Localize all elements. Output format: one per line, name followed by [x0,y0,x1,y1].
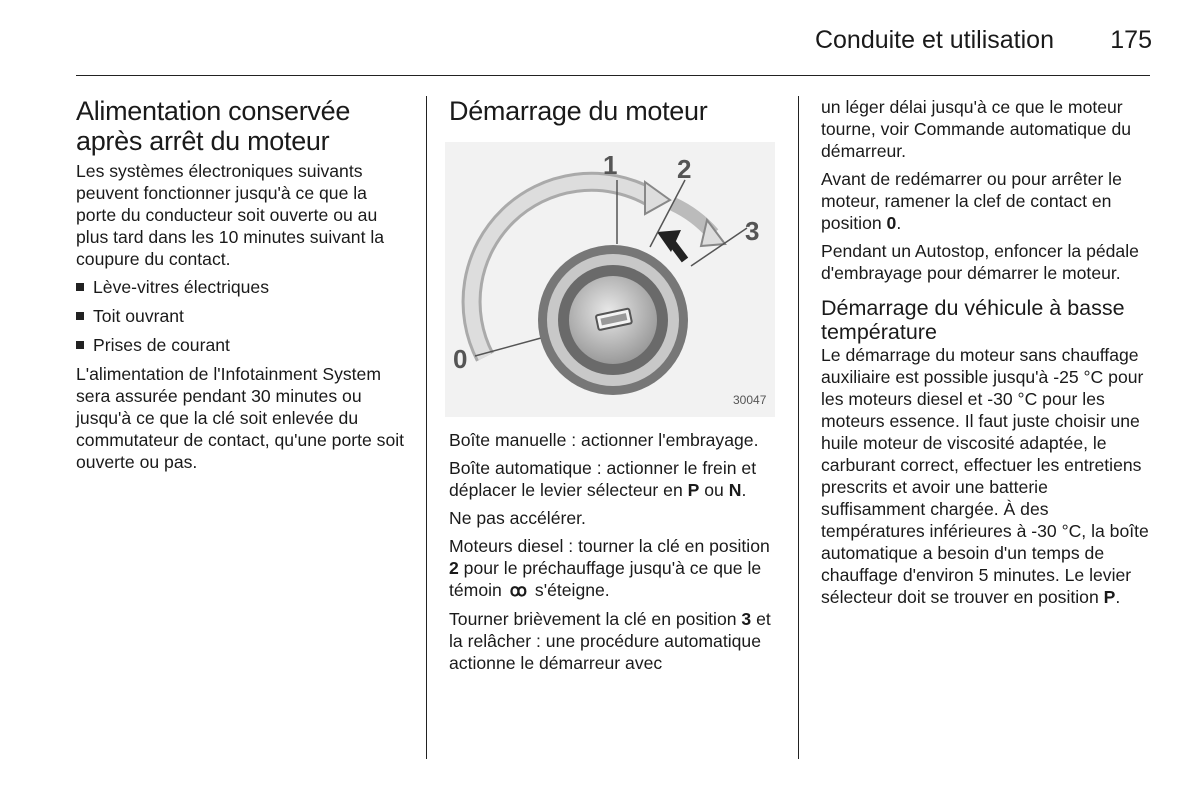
bullet-icon [76,341,84,349]
heading-power-retained: Alimentation conservée après arrêt du moteur [76,96,351,156]
bullet-list [76,276,406,356]
paragraph-restart: Avant de redémarrer ou pour arrêter le moteur, ramener la clef de contact en position 0. [821,169,1122,233]
bullet-icon [76,283,84,291]
paragraph-delay: un léger délai jusqu'à ce que le moteur tourne, voir Commande automatique du démarreur. [821,97,1132,161]
paragraph-manual-gearbox: Boîte manuelle : actionner l'embrayage. [449,430,759,450]
position-label-2: 2 [677,154,692,184]
paragraph-diesel: Moteurs diesel : tourner la clé en position 2 pour le préchauffage jusqu'à ce que le témoin ꝏ s'éteigne. [449,536,770,600]
list-item: Lève-vitres électriques [76,276,406,298]
page-number: 175 [1110,26,1152,54]
list-item: Prises de courant [76,334,406,356]
column-2 [449,96,779,680]
column-divider [798,96,799,759]
position-label-3: 3 [745,216,760,246]
section-title: Conduite et utilisation [814,26,1054,54]
figure-code: 30047 [733,393,767,407]
list-item: Toit ouvrant [76,305,406,327]
arrow-head [645,182,670,214]
paragraph-cold-start: Le démarrage du moteur sans chauffage auxiliaire est possible jusqu'à -25 °C pour les moteurs diesel et -30 °C pour les moteurs essence. Il faut juste choisir une huile moteur de viscosité adaptée, le carburant correct, effectuer les entretiens prescrits et avoir une batterie suffisamment chargée. À des températures inférieures à -30 °C, la boîte automatique a besoin d'un temps de chauffage d'environ 5 minutes. Le levier sélecteur doit se trouver en position P. [821,345,1149,607]
heading-cold-start: Démarrage du véhicule à basse température [821,296,1125,344]
column-3 [821,96,1151,614]
heading-engine-start: Démarrage du moteur [449,96,708,126]
ignition-diagram [445,142,775,417]
paragraph-autostop: Pendant un Autostop, enfoncer la pédale d'embrayage pour démarrer le moteur. [821,241,1139,283]
paragraph-no-accelerate: Ne pas accélérer. [449,508,586,528]
ignition-switch-figure [445,142,775,417]
paragraph-start-position-3: Tourner brièvement la clé en position 3 et la relâcher : une procédure automatique actionne le démarreur avec [449,609,771,673]
paragraph-intro: Les systèmes électroniques suivants peuvent fonctionner jusqu'à ce que la porte du conducteur soit ouverte ou au plus tard dans les 10 minutes suivant la coupure du contact. [76,161,385,269]
paragraph-infotainment: L'alimentation de l'Infotainment System sera assurée pendant 30 minutes ou jusqu'à ce que la clé soit enlevée du commutateur de contact, qu'une porte soit ouverte ou pas. [76,364,405,472]
preheat-indicator-icon: ꝏ [509,581,528,600]
column-1 [76,96,406,479]
header-divider [76,75,1150,76]
bullet-icon [76,312,84,320]
column-divider [426,96,427,759]
position-label-0: 0 [453,344,468,374]
position-label-1: 1 [603,150,618,180]
paragraph-automatic-gearbox: Boîte automatique : actionner le frein et déplacer le levier sélecteur en P ou N. [449,458,757,500]
